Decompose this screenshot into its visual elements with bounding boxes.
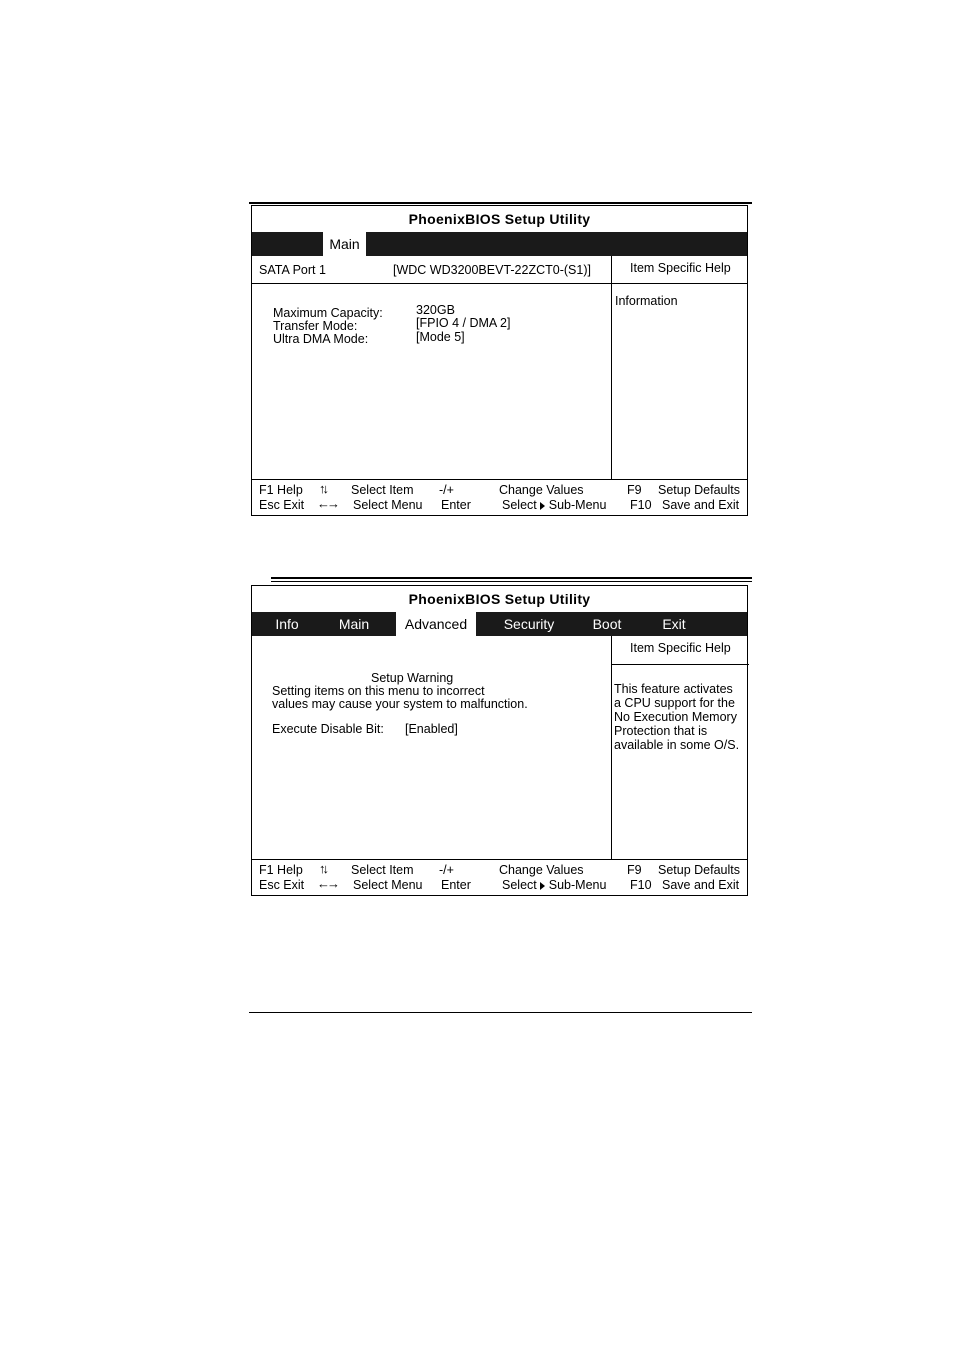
tab-info[interactable]: Info [275,616,299,632]
ultra-dma-value[interactable]: [Mode 5] [416,330,465,344]
key-enter: Enter [441,878,471,892]
max-capacity-value: 320GB [416,303,455,317]
key-select-menu: Select Menu [353,498,423,512]
keybar-divider [252,479,747,480]
key-esc-exit: Esc Exit [259,498,305,512]
key-select [502,498,606,512]
key-change-values: Change Values [499,483,584,497]
warning-line-2: values may cause your system to malfunction. [272,697,528,711]
tab-main[interactable]: Main [323,232,366,256]
key-select-item: Select Item [351,483,414,497]
help-header: Item Specific Help [630,261,731,275]
execute-disable-label[interactable]: Execute Disable Bit: [272,722,384,736]
sata-port-value: [WDC WD3200BEVT-22ZCT0-(S1)] [393,263,591,277]
key-select-label: Select [502,498,537,512]
key-select-menu: Select Menu [353,878,423,892]
bios-title: PhoenixBIOS Setup Utility [408,211,591,227]
key-change-values: Change Values [499,863,584,877]
key-f9: F9 [627,863,642,877]
key-select-label: Select [502,878,537,892]
key-save-exit: Save and Exit [662,498,740,512]
bios-screen-advanced [251,585,748,896]
key-setup-defaults: Setup Defaults [658,863,740,877]
key-select-item: Select Item [351,863,414,877]
help-divider [611,636,612,859]
key-esc-exit: Esc Exit [259,878,305,892]
key-save-exit: Save and Exit [662,878,740,892]
help-line: This feature activates [614,682,733,696]
tab-security[interactable]: Security [503,616,555,632]
section-rule-thin [271,581,752,582]
bios-screen-main [251,205,748,516]
page-top-rule [249,202,752,204]
divider [252,283,747,284]
tab-boot[interactable]: Boot [592,616,622,632]
help-text: Information [615,294,678,308]
help-line: a CPU support for the [614,696,735,710]
transfer-mode-value[interactable]: [FPIO 4 / DMA 2] [416,316,511,330]
transfer-mode-label: Transfer Mode: [273,319,358,333]
key-setup-defaults: Setup Defaults [658,483,740,497]
help-header: Item Specific Help [630,641,731,655]
triangle-right-icon [540,882,545,890]
key-f10: F10 [630,878,652,892]
key-select [502,878,606,892]
page-bottom-rule [249,1012,752,1013]
key-f10: F10 [630,498,652,512]
menu-bar [252,612,747,636]
help-line: Protection that is [614,724,708,738]
execute-disable-value[interactable]: [Enabled] [405,722,458,736]
bios-title: PhoenixBIOS Setup Utility [408,591,591,607]
key-f9: F9 [627,483,642,497]
help-header-divider [611,664,749,665]
warning-title: Setup Warning [371,671,454,685]
sata-port-label[interactable]: SATA Port 1 [259,263,326,277]
key-sub-menu: Sub-Menu [548,498,607,512]
tab-main[interactable]: Main [338,616,370,632]
max-capacity-label: Maximum Capacity: [273,306,383,320]
triangle-right-icon [540,502,545,510]
key-minus-plus: -/+ [439,483,454,497]
key-f1-help: F1 Help [259,863,303,877]
help-divider [611,256,612,479]
left-right-arrows-icon: ←→ [317,876,337,891]
left-right-arrows-icon: ←→ [317,496,337,511]
tab-exit[interactable]: Exit [662,616,686,632]
key-minus-plus: -/+ [439,863,454,877]
ultra-dma-label: Ultra DMA Mode: [273,332,369,346]
up-down-arrows-icon: ↑↓ [319,481,326,496]
menu-bar [252,232,747,256]
key-sub-menu: Sub-Menu [548,878,607,892]
key-f1-help: F1 Help [259,483,303,497]
warning-line-1: Setting items on this menu to incorrect [272,684,485,698]
key-enter: Enter [441,498,471,512]
help-line: available in some O/S. [614,738,740,752]
keybar-divider [252,859,747,860]
tab-advanced[interactable]: Advanced [396,612,476,636]
up-down-arrows-icon: ↑↓ [319,861,326,876]
help-line: No Execution Memory [614,710,737,724]
section-rule [271,577,752,579]
